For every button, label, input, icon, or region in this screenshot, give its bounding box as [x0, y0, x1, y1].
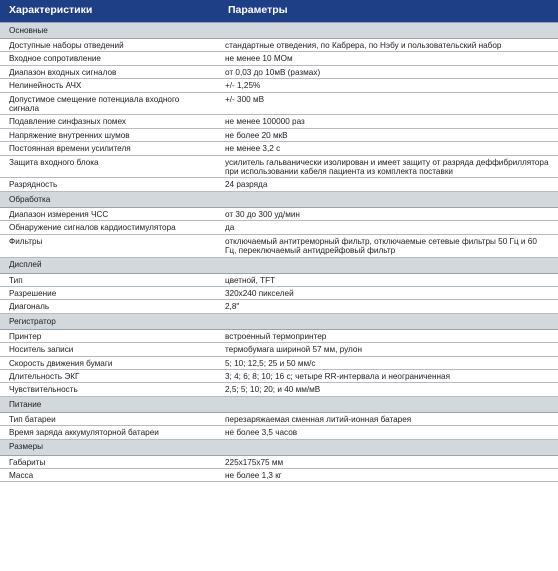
parameter-cell: +/- 1,25% — [219, 79, 558, 92]
characteristic-cell: Постоянная времени усилителя — [0, 142, 219, 155]
section-title: Основные — [0, 23, 558, 39]
characteristic-cell: Масса — [0, 468, 219, 481]
characteristic-cell: Длительность ЭКГ — [0, 369, 219, 382]
table-row — [0, 426, 558, 439]
table-header — [0, 0, 558, 23]
characteristic-cell: Нелинейность АЧХ — [0, 79, 219, 92]
characteristic-cell: Принтер — [0, 329, 219, 342]
table-row — [0, 412, 558, 425]
characteristic-cell: Входное сопротивление — [0, 52, 219, 65]
parameter-cell: цветной, TFT — [219, 273, 558, 286]
table-row — [0, 300, 558, 313]
parameter-cell: от 30 до 300 уд/мин — [219, 207, 558, 220]
table-row — [0, 178, 558, 191]
table-row — [0, 221, 558, 234]
section-title: Размеры — [0, 439, 558, 455]
parameter-cell: да — [219, 221, 558, 234]
characteristic-cell: Тип батареи — [0, 412, 219, 425]
characteristic-cell: Подавление синфазных помех — [0, 115, 219, 128]
table-row — [0, 343, 558, 356]
characteristic-cell: Чувствительность — [0, 383, 219, 396]
characteristic-cell: Скорость движения бумаги — [0, 356, 219, 369]
table-row — [0, 383, 558, 396]
table-row — [0, 115, 558, 128]
table-row — [0, 329, 558, 342]
table-row — [0, 65, 558, 78]
characteristic-cell: Фильтры — [0, 234, 219, 257]
header-characteristics: Характеристики — [0, 0, 219, 23]
parameter-cell: 2,5; 5; 10; 20; и 40 мм/мВ — [219, 383, 558, 396]
table-row — [0, 39, 558, 52]
table-row — [0, 92, 558, 115]
parameter-cell: 24 разряда — [219, 178, 558, 191]
parameter-cell: 2,8" — [219, 300, 558, 313]
characteristic-cell: Время заряда аккумуляторной батареи — [0, 426, 219, 439]
header-parameters: Параметры — [219, 0, 558, 23]
section-row — [0, 439, 558, 455]
table-row — [0, 52, 558, 65]
section-row — [0, 23, 558, 39]
characteristic-cell: Диагональ — [0, 300, 219, 313]
parameter-cell: перезаряжаемая сменная литий-ионная батарея — [219, 412, 558, 425]
section-row — [0, 396, 558, 412]
section-title: Регистратор — [0, 313, 558, 329]
characteristic-cell: Диапазон входных сигналов — [0, 65, 219, 78]
section-row — [0, 313, 558, 329]
table-row — [0, 455, 558, 468]
characteristic-cell: Диапазон измерения ЧСС — [0, 207, 219, 220]
parameter-cell: 225x175x75 мм — [219, 455, 558, 468]
table-row — [0, 234, 558, 257]
parameter-cell: 3; 4; 6; 8; 10; 16 с; четыре RR-интервала и неограниченная — [219, 369, 558, 382]
table-row — [0, 79, 558, 92]
table-row — [0, 369, 558, 382]
table-row — [0, 273, 558, 286]
section-title: Дисплей — [0, 257, 558, 273]
parameter-cell: 5; 10; 12,5; 25 и 50 мм/с — [219, 356, 558, 369]
characteristic-cell: Защита входного блока — [0, 155, 219, 178]
characteristic-cell: Разрешение — [0, 286, 219, 299]
section-row — [0, 257, 558, 273]
parameter-cell: встроенный термопринтер — [219, 329, 558, 342]
table-row — [0, 468, 558, 481]
characteristic-cell: Носитель записи — [0, 343, 219, 356]
parameter-cell: отключаемый антитреморный фильтр, отключаемые сетевые фильтры 50 Гц и 60 Гц, переключаемый антидрейфовый фильтр — [219, 234, 558, 257]
parameter-cell: +/- 300 мВ — [219, 92, 558, 115]
characteristic-cell: Разрядность — [0, 178, 219, 191]
parameter-cell: термобумага шириной 57 мм, рулон — [219, 343, 558, 356]
table-row — [0, 142, 558, 155]
section-row — [0, 191, 558, 207]
parameter-cell: не более 3,5 часов — [219, 426, 558, 439]
characteristic-cell: Напряжение внутренних шумов — [0, 128, 219, 141]
parameter-cell: не менее 100000 раз — [219, 115, 558, 128]
parameter-cell: не более 1,3 кг — [219, 468, 558, 481]
table-body — [0, 23, 558, 482]
section-title: Обработка — [0, 191, 558, 207]
parameter-cell: не более 20 мкВ — [219, 128, 558, 141]
characteristic-cell: Габариты — [0, 455, 219, 468]
characteristic-cell: Тип — [0, 273, 219, 286]
parameter-cell: 320x240 пикселей — [219, 286, 558, 299]
parameter-cell: не менее 10 МОм — [219, 52, 558, 65]
parameter-cell: усилитель гальванически изолирован и имеет защиту от разряда деффибриллятора при использовании кабеля пациента из комплекта поставки — [219, 155, 558, 178]
table-row — [0, 207, 558, 220]
table-row — [0, 155, 558, 178]
characteristic-cell: Доступные наборы отведений — [0, 39, 219, 52]
characteristic-cell: Обнаружение сигналов кардиостимулятора — [0, 221, 219, 234]
parameter-cell: от 0,03 до 10мВ (размах) — [219, 65, 558, 78]
table-row — [0, 128, 558, 141]
section-title: Питание — [0, 396, 558, 412]
parameter-cell: стандартные отведения, по Кабрера, по Нэбу и пользовательский набор — [219, 39, 558, 52]
parameter-cell: не менее 3,2 с — [219, 142, 558, 155]
header-row — [0, 0, 558, 23]
table-row — [0, 356, 558, 369]
table-row — [0, 286, 558, 299]
characteristic-cell: Допустимое смещение потенциала входного сигнала — [0, 92, 219, 115]
